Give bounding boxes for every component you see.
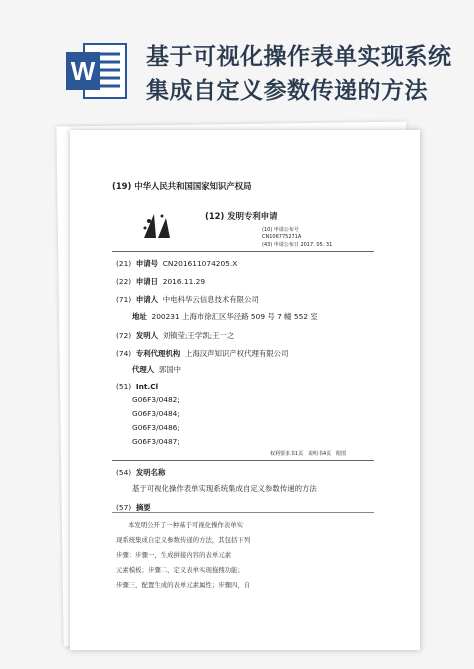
document-title xyxy=(146,40,466,108)
page-count-links xyxy=(270,450,346,457)
cnipa-seal-icon xyxy=(140,212,176,242)
ipc-code: G06F3/0486; xyxy=(132,423,180,432)
agency-label: 专利代理机构 xyxy=(135,349,181,358)
ipc-row: (51) Int.Cl xyxy=(116,382,159,391)
applicant-value: 中电科华云信息技术有限公司 xyxy=(162,295,259,304)
svg-text:W: W xyxy=(70,56,96,86)
inventors-label: 发明人 xyxy=(135,331,159,340)
description-pages: 说明书4页 xyxy=(307,451,332,457)
word-icon xyxy=(66,42,128,100)
applicant-label: 申请人 xyxy=(135,295,159,304)
applicant-row: (71) 申请人 中电科华云信息技术有限公司 xyxy=(116,295,259,304)
ipc-code: G06F3/0484; xyxy=(132,409,180,418)
ipc-label: Int.Cl xyxy=(135,382,159,391)
address-label: 地址 xyxy=(132,312,147,321)
agent-label: 代理人 xyxy=(132,365,155,374)
ipc-code: G06F3/0482; xyxy=(132,395,180,404)
address-value: 200231 上海市徐汇区华泾路 509 号 7 幢 552 室 xyxy=(151,312,318,321)
agent-value: 郭国中 xyxy=(158,365,182,374)
app-no-value: CN201611074205.X xyxy=(162,259,238,268)
invention-name-label: 发明名称 xyxy=(135,468,166,477)
header-divider xyxy=(112,251,374,252)
app-date-row: (22) 申请日 2016.11.29 xyxy=(116,277,206,286)
address-row xyxy=(132,311,318,322)
publication-number-label: (10) 申请公布号 xyxy=(262,227,299,233)
abstract-line: 元素模板；步骤二，定义表单实现拖拽功能； xyxy=(116,566,244,574)
publication-number: CN106775271A xyxy=(262,234,302,240)
invention-name-value: 基于可视化操作表单实现系统集成自定义参数传递的方法 xyxy=(132,484,317,493)
publication-date: (43) 申请公布日 2017. 05. 31 xyxy=(262,242,333,248)
abstract-divider xyxy=(112,512,374,513)
inventors-row: (72) 发明人 刘镇莹;王学凯;王一之 xyxy=(116,331,235,340)
title-line-2: 集成自定义参数传递的方法 xyxy=(146,77,428,104)
abstract-line: 现系统集成自定义参数传递的方法，其包括下列 xyxy=(116,536,251,544)
abstract-heading: (57) 摘要 xyxy=(116,503,151,512)
app-no-row: (21) 申请号 CN201611074205.X xyxy=(116,259,238,268)
app-date-label: 申请日 xyxy=(135,277,159,286)
claims-pages: 权利要求书1页 xyxy=(270,451,304,457)
agency-row: (74) 专利代理机构 上海汉声知识产权代理有限公司 xyxy=(116,349,289,358)
section-divider xyxy=(112,460,374,461)
abstract-label: 摘要 xyxy=(135,503,151,512)
invention-name-row: (54) 发明名称 xyxy=(116,468,166,477)
inventors-value: 刘镇莹;王学凯;王一之 xyxy=(162,331,235,340)
app-no-label: 申请号 xyxy=(135,259,159,268)
document-type: (12) 发明专利申请 xyxy=(205,211,278,221)
abstract-line: 步骤三，配置生成的表单元素属性；步骤四，自 xyxy=(116,581,251,589)
banner xyxy=(0,0,474,120)
agency-value: 上海汉声知识产权代理有限公司 xyxy=(184,349,289,358)
drawings-pages: 附图 xyxy=(335,451,346,457)
app-date-value: 2016.11.29 xyxy=(162,277,206,286)
title-line-1: 基于可视化操作表单实现系统 xyxy=(146,43,452,70)
ipc-code: G06F3/0487; xyxy=(132,437,180,446)
agent-row xyxy=(132,364,181,375)
abstract-line: 步骤：步骤一，生成拼接内容的表单元素 xyxy=(116,551,232,559)
abstract-line: 本发明公开了一种基于可视化操作表单实 xyxy=(128,521,244,529)
office-name: (19) 中华人民共和国国家知识产权局 xyxy=(112,181,252,191)
